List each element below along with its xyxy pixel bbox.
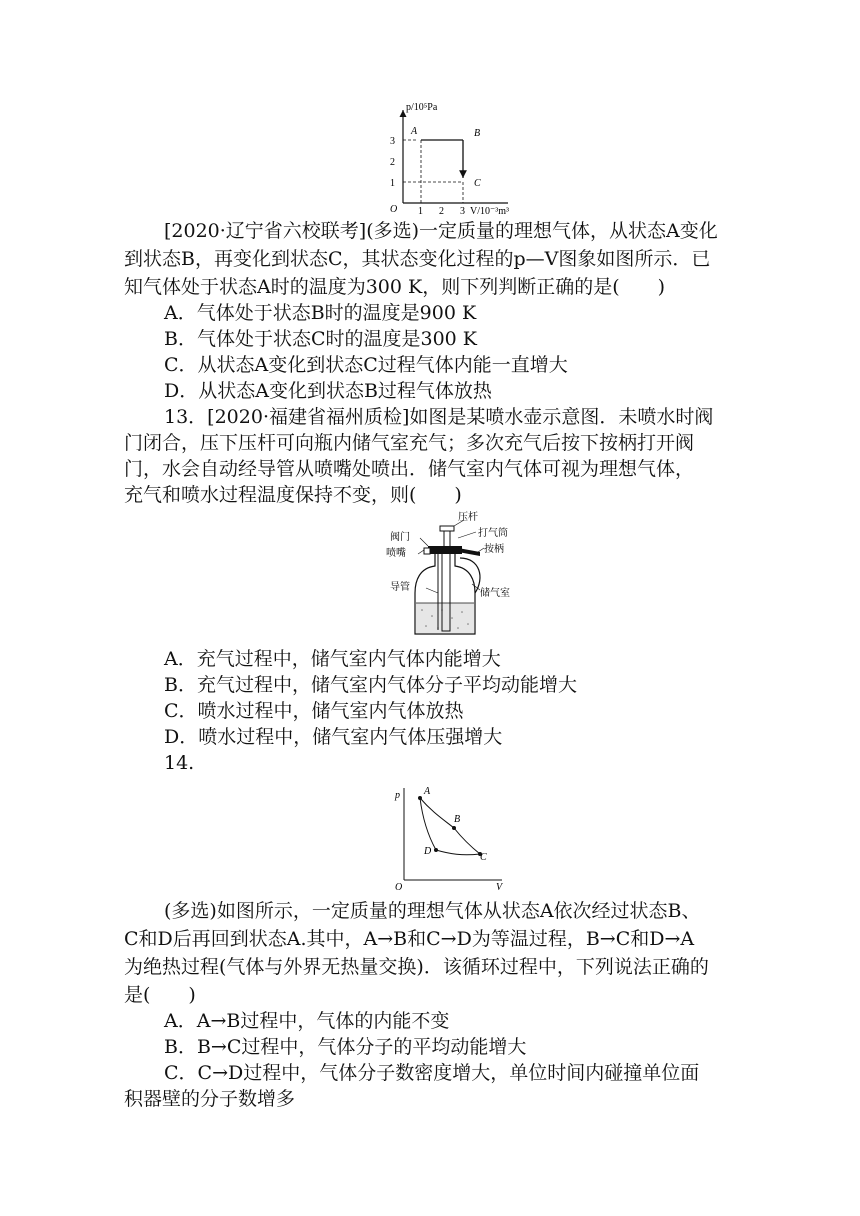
q12-line2: 到状态B，再变化到状态C，其状态变化过程的p—V图象如图所示．已: [124, 248, 711, 270]
point-a-label: A: [424, 786, 431, 797]
q14-line3: 为绝热过程(气体与外界无热量交换)．该循环过程中，下列说法正确的: [124, 956, 709, 978]
label-press-rod: 压杆: [458, 512, 478, 523]
x-tick: 1: [418, 206, 423, 217]
y-tick: 3: [390, 136, 395, 147]
q13-line4: 充气和喷水过程温度保持不变，则( ): [124, 484, 462, 506]
label-chamber: 储气室: [480, 588, 510, 599]
q13-line3: 门，水会自动经导管从喷嘴处喷出．储气室内气体可视为理想气体，: [124, 458, 695, 480]
curve-c-d: [436, 850, 480, 855]
label-pump: 打气筒: [478, 528, 508, 539]
q14-line1: (多选)如图所示，一定质量的理想气体从状态A依次经过状态B、: [164, 900, 701, 922]
q13-option-b: B．充气过程中，储气室内气体分子平均动能增大: [164, 674, 577, 696]
label-nozzle: 喷嘴: [386, 548, 406, 559]
point-a-label: A: [411, 126, 418, 137]
q12-option-c: C．从状态A变化到状态C过程气体内能一直增大: [164, 354, 568, 376]
point-c-label: C: [474, 178, 481, 189]
q13-option-d: D．喷水过程中，储气室内气体压强增大: [164, 726, 503, 748]
q13-line1: 13．[2020·福建省福州质检]如图是某喷水壶示意图．未喷水时阀: [164, 406, 714, 428]
q13-option-a: A．充气过程中，储气室内气体内能增大: [164, 648, 501, 670]
q13-line2: 门闭合，压下压杆可向瓶内储气室充气；多次充气后按下按柄打开阀: [124, 432, 695, 454]
pv-graph-figure: [378, 100, 538, 220]
spray-bottle-figure: [380, 508, 530, 640]
label-tube: 导管: [390, 582, 410, 593]
point-c-label: C: [480, 852, 487, 863]
q12-option-d: D．从状态A变化到状态B过程气体放热: [164, 380, 492, 402]
q12-option-a: A．气体处于状态B时的温度是900 K: [164, 302, 477, 324]
x-tick: 2: [439, 206, 444, 217]
y-axis-label: p: [395, 790, 400, 801]
pv-cycle-figure: [392, 780, 512, 892]
q13-option-c: C．喷水过程中，储气室内气体放热: [164, 700, 464, 722]
origin-label: O: [390, 204, 398, 215]
curve-b-c: [454, 828, 480, 854]
x-axis-label: V: [496, 882, 503, 892]
q14-option-c-cont: 积器壁的分子数增多: [124, 1088, 296, 1110]
q14-option-a: A．A→B过程中，气体的内能不变: [164, 1010, 450, 1032]
q14-option-b: B．B→C过程中，气体分子的平均动能增大: [164, 1036, 527, 1058]
point-b-label: B: [454, 814, 461, 825]
x-tick: 3: [460, 206, 465, 217]
point-b-label: B: [474, 128, 481, 139]
label-handle: 按柄: [484, 544, 504, 555]
q14-number: 14.: [164, 752, 195, 774]
label-valve: 阀门: [390, 532, 410, 543]
origin-label: O: [395, 882, 403, 892]
q12-option-b: B．气体处于状态C时的温度是300 K: [164, 328, 477, 350]
q14-line4: 是( ): [124, 984, 196, 1006]
q12-line3: 知气体处于状态A时的温度为300 K，则下列判断正确的是( ): [124, 276, 666, 298]
q14-line2: C和D后再回到状态A.其中，A→B和C→D为等温过程，B→C和D→A: [124, 928, 695, 950]
y-tick: 1: [390, 178, 395, 189]
y-tick: 2: [390, 157, 395, 168]
q14-option-c: C．C→D过程中，气体分子数密度增大，单位时间内碰撞单位面: [164, 1062, 700, 1084]
q12-line1: [2020·辽宁省六校联考](多选)一定质量的理想气体，从状态A变化: [164, 220, 718, 242]
x-axis-label: V/10⁻³m³: [470, 206, 510, 217]
point-d-label: D: [424, 846, 432, 857]
y-axis-label: p/10⁵Pa: [406, 102, 438, 113]
